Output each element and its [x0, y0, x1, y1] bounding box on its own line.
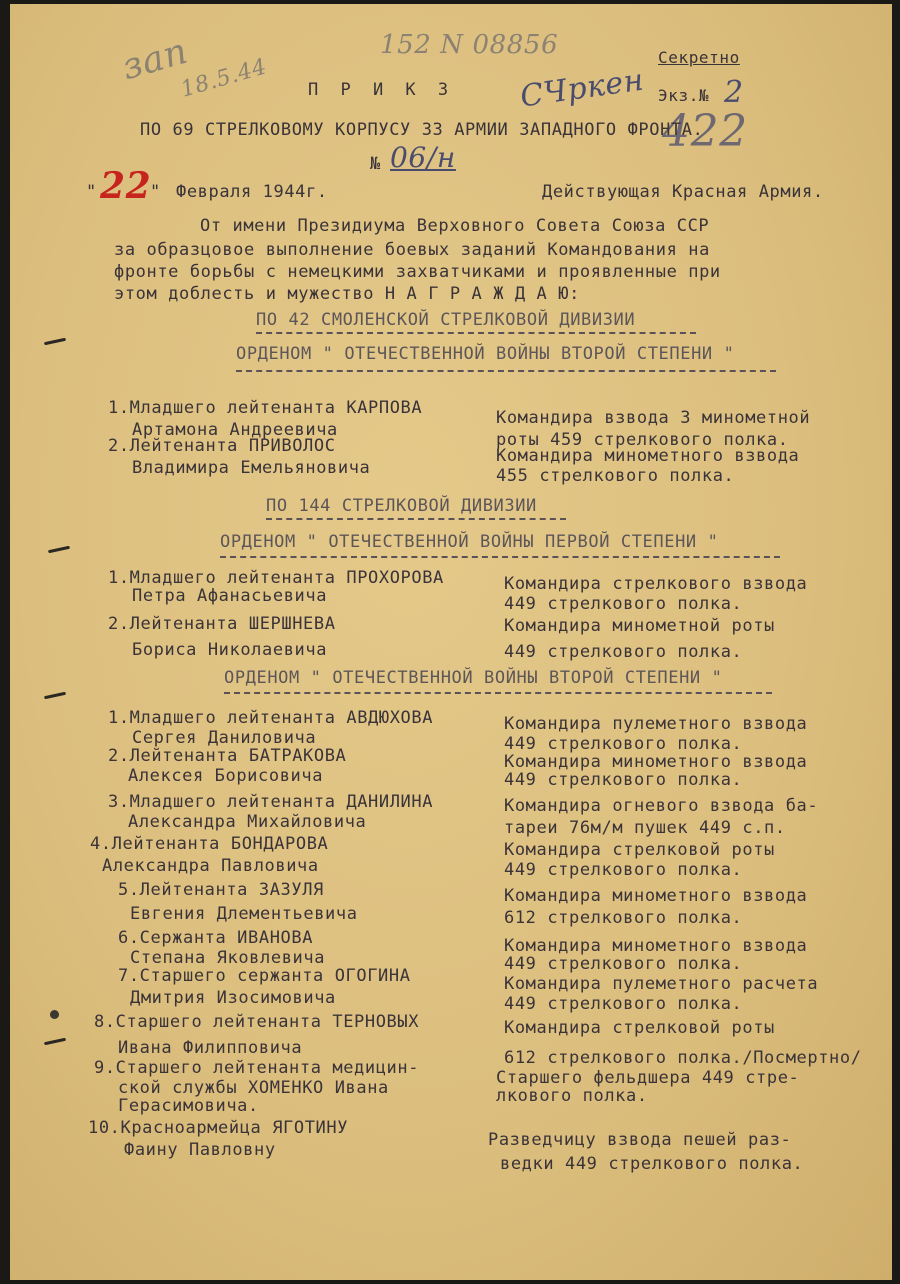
award-right-line: 455 стрелкового полка. — [496, 466, 735, 486]
award-right-line: 449 стрелкового полка. — [504, 734, 743, 754]
award-left-line: Сергея Даниловича — [132, 728, 317, 748]
award-left-line: 9.Старшего лейтенанта медицин- — [94, 1058, 420, 1078]
copy-number: 2 — [724, 75, 744, 110]
award-right-line: Командира минометного взвода — [504, 936, 808, 956]
preamble-line: От имени Президиума Верховного Совета Союза ССР — [200, 216, 710, 236]
date-day: 22 — [100, 165, 152, 207]
award-left-line: 8.Старшего лейтенанта ТЕРНОВЫХ — [94, 1012, 420, 1032]
award-right-line: Командира минометного взвода — [496, 446, 800, 466]
award-left-line: 5.Лейтенанта ЗАЗУЛЯ — [118, 880, 324, 900]
order-number-prefix: № — [370, 154, 381, 174]
document-subtitle: ПО 69 СТРЕЛКОВОМУ КОРПУСУ 33 АРМИИ ЗАПАДНОГО ФРОНТА. — [140, 120, 704, 140]
award-right-line: Командира стрелкового взвода — [504, 574, 808, 594]
copy-label: Экз.№ — [658, 86, 710, 105]
award-right-line: Командира минометного взвода — [504, 886, 808, 906]
award-right-line: Командира минометного взвода — [504, 752, 808, 772]
divider — [236, 370, 776, 372]
order-number: 06/н — [390, 141, 456, 174]
award-left-line: 1.Младшего лейтенанта КАРПОВА — [108, 398, 423, 418]
date-rest: Февраля 1944г. — [176, 182, 328, 202]
award-right-line: 449 стрелкового полка. — [504, 594, 743, 614]
award-left-line: Дмитрия Изосимовича — [130, 988, 336, 1008]
award-left-line: Бориса Николаевича — [132, 640, 328, 660]
award-right-line: 449 стрелкового полка. — [504, 954, 743, 974]
binder-tear — [44, 1038, 66, 1046]
award-right-line: 449 стрелкового полка. — [504, 770, 743, 790]
award-left-line: Ивана Филипповича — [118, 1038, 303, 1058]
award-left-line: Евгения Длементьевича — [130, 904, 358, 924]
award-left-line: 2.Лейтенанта БАТРАКОВА — [108, 746, 347, 766]
divider — [256, 332, 696, 334]
division-title: ПО 144 СТРЕЛКОВОЙ ДИВИЗИИ — [266, 496, 537, 516]
divider — [266, 518, 566, 520]
preamble-line: за образцовое выполнение боевых заданий Командования на — [114, 240, 710, 260]
award-right-line: Командира стрелковой роты — [504, 840, 775, 860]
award-right-line: Старшего фельдшера 449 стре- — [496, 1068, 800, 1088]
award-left-line: Петра Афанасьевича — [132, 586, 328, 606]
award-left-line: Артамона Андреевича — [132, 420, 338, 440]
location: Действующая Красная Армия. — [542, 182, 824, 202]
award-left-line: Степана Яковлевича — [130, 948, 326, 968]
document-page — [10, 4, 892, 1280]
award-left-line: Владимира Емельяновича — [132, 458, 371, 478]
award-right-line: 449 стрелкового полка. — [504, 994, 743, 1014]
award-left-line: 4.Лейтенанта БОНДАРОВА — [90, 834, 329, 854]
document-title: П Р И К З — [308, 80, 455, 100]
award-right-line: Командира пулеметного взвода — [504, 714, 808, 734]
award-right-line: Разведчицу взвода пешей раз- — [488, 1130, 792, 1150]
award-right-line: 449 стрелкового полка. — [504, 642, 743, 662]
award-right-line: Командира огневого взвода ба- — [504, 796, 819, 816]
order-title: ОРДЕНОМ " ОТЕЧЕСТВЕННОЙ ВОЙНЫ ПЕРВОЙ СТЕПЕНИ " — [220, 532, 719, 552]
binder-hole — [50, 1010, 59, 1019]
pencil-date: 18.5.44 — [178, 54, 270, 103]
award-right-line: 612 стрелкового полка. — [504, 908, 743, 928]
award-right-line: 612 стрелкового полка./Посмертно/ — [504, 1048, 862, 1068]
order-title: ОРДЕНОМ " ОТЕЧЕСТВЕННОЙ ВОЙНЫ ВТОРОЙ СТЕПЕНИ " — [224, 668, 723, 688]
order-title: ОРДЕНОМ " ОТЕЧЕСТВЕННОЙ ВОЙНЫ ВТОРОЙ СТЕПЕНИ " — [236, 344, 735, 364]
award-left-line: 10.Красноармейца ЯГОТИНУ — [88, 1118, 349, 1138]
pencil-note: зап — [117, 30, 193, 89]
divider — [220, 556, 780, 558]
award-left-line: 7.Старшего сержанта ОГОГИНА — [118, 966, 411, 986]
corner-mark: 422 — [662, 106, 748, 157]
binder-tear — [48, 546, 70, 554]
binder-tear — [44, 338, 66, 346]
award-left-line: Алексея Борисовича — [128, 766, 324, 786]
date-quote-close: " — [150, 182, 161, 202]
preamble-line: фронте борьбы с немецкими захватчиками и проявленные при — [114, 262, 721, 282]
archive-number: 152 N 08856 — [380, 30, 559, 60]
secret-label: Секретно — [658, 48, 740, 67]
award-left-line: Фаину Павловну — [124, 1140, 276, 1160]
award-right-line: лкового полка. — [496, 1086, 648, 1106]
date-quote-open: " — [86, 182, 97, 202]
award-right-line: роты 459 стрелкового полка. — [496, 430, 789, 450]
award-right-line: Командира стрелковой роты — [504, 1018, 775, 1038]
divider — [224, 692, 772, 694]
award-left-line: 1.Младшего лейтенанта АВДЮХОВА — [108, 708, 434, 728]
award-right-line: Командира минометной роты — [504, 616, 775, 636]
award-left-line: 2.Лейтенанта ПРИВОЛОС — [108, 436, 336, 456]
award-right-line: Командира взвода 3 минометной — [496, 408, 811, 428]
binder-tear — [44, 692, 66, 700]
award-left-line: Александра Павловича — [102, 856, 319, 876]
award-right-line: тареи 76м/м пушек 449 с.п. — [504, 818, 786, 838]
award-right-line: 449 стрелкового полка. — [504, 860, 743, 880]
preamble-line: этом доблесть и мужество Н А Г Р А Ж Д А Ю: — [114, 284, 580, 304]
award-left-line: 1.Младшего лейтенанта ПРОХОРОВА — [108, 568, 444, 588]
award-left-line: Александра Михайловича — [128, 812, 367, 832]
award-left-line: 6.Сержанта ИВАНОВА — [118, 928, 314, 948]
award-left-line: 3.Младшего лейтенанта ДАНИЛИНА — [108, 792, 434, 812]
award-left-line: ской службы ХОМЕНКО Ивана — [118, 1078, 389, 1098]
award-right-line: Командира пулеметного расчета — [504, 974, 819, 994]
award-left-line: Герасимовича. — [118, 1096, 259, 1116]
signature: СЧркен — [518, 62, 647, 115]
award-left-line: 2.Лейтенанта ШЕРШНЕВА — [108, 614, 336, 634]
award-right-line: ведки 449 стрелкового полка. — [500, 1154, 804, 1174]
division-title: ПО 42 СМОЛЕНСКОЙ СТРЕЛКОВОЙ ДИВИЗИИ — [256, 310, 636, 330]
